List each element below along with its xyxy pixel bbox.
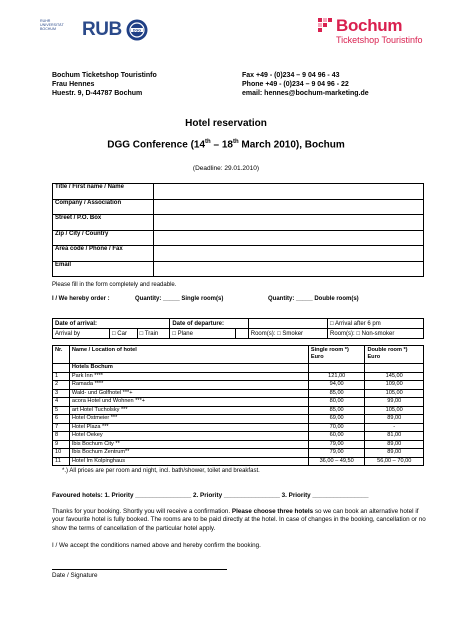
phone-line: Phone +49 - (0)234 – 9 04 96 - 22 xyxy=(242,81,349,88)
double-price: 89,00 xyxy=(365,449,424,458)
rub-line-3: BOCHUM xyxy=(40,27,56,31)
fill-in-note: Please fill in the form completely and readable. xyxy=(52,282,177,288)
logo-square-icon xyxy=(318,23,322,27)
dgg-logo-icon xyxy=(126,19,148,41)
hotel-nr: 7 xyxy=(53,423,70,432)
col-header-double: Double room *) Euro xyxy=(365,346,424,364)
col-header-single: Single room *) Euro xyxy=(308,346,365,364)
single-price: 36,00 – 49,50 xyxy=(308,457,365,466)
field-label: Zip / City / Country xyxy=(53,230,154,246)
double-price: - xyxy=(365,423,424,432)
spacer-cell xyxy=(248,319,327,329)
empty-cell xyxy=(365,364,424,373)
section-label: Hotels Bochum xyxy=(69,364,308,373)
page-title: Hotel reservation xyxy=(185,118,267,129)
fax-line: Fax +49 - (0)234 – 9 04 96 - 43 xyxy=(242,72,340,79)
arrival-table xyxy=(52,318,424,339)
hotel-nr: 9 xyxy=(53,440,70,449)
thanks-text: so we can book an alternative hotel if your favourite hotel is fully booked. The rooms are to be paid directly at the hotel. In case of changes in the booking, cancellation or no show the terms of cancellation of the particular hotel apply. xyxy=(52,508,426,532)
double-price: 105,00 xyxy=(365,406,424,415)
accept-conditions: I / We accept the conditions named above and hereby confirm the booking. xyxy=(52,542,261,549)
single-room-quantity[interactable]: Quantity: _____ Single room(s) xyxy=(135,296,224,302)
hotel-name: Hotel Plaza *** xyxy=(69,423,308,432)
table-row xyxy=(53,432,424,441)
title-sup: th xyxy=(205,139,211,145)
field-label: Street / P.O. Box xyxy=(53,215,154,231)
hotel-name: Wald- und Golfhotel ***+ xyxy=(69,389,308,398)
single-price: 69,00 xyxy=(308,415,365,424)
contact-details xyxy=(242,71,369,98)
field-input[interactable] xyxy=(154,261,424,277)
title-part: – 18 xyxy=(210,139,233,151)
table-row xyxy=(53,406,424,415)
hotel-nr: 4 xyxy=(53,398,70,407)
rub-line-2: UNIVERSITÄT xyxy=(40,23,64,27)
empty-cell xyxy=(235,329,248,339)
thanks-paragraph xyxy=(52,508,427,533)
hotel-nr: 3 xyxy=(53,389,70,398)
single-price: 80,00 xyxy=(308,398,365,407)
car-checkbox[interactable]: □ Car xyxy=(110,329,138,339)
double-room-quantity[interactable]: Quantity: _____ Double room(s) xyxy=(268,296,359,302)
single-price: 94,00 xyxy=(308,381,365,390)
empty-cell xyxy=(308,364,365,373)
double-price: 89,00 xyxy=(365,415,424,424)
logo-square-icon xyxy=(318,18,322,22)
hotel-name: Ibis Bochum Zentrum** xyxy=(69,449,308,458)
double-price: 145,00 xyxy=(365,372,424,381)
arrival-by-label: Arrival by xyxy=(53,329,110,339)
thanks-text: Thanks for your booking. Shortly you will receive a confirmation. xyxy=(52,508,232,515)
hotel-name: Hotel Oekey xyxy=(69,432,308,441)
plane-checkbox[interactable]: □ Plane xyxy=(170,329,236,339)
signature-line[interactable] xyxy=(52,569,227,570)
table-row xyxy=(53,449,424,458)
field-input[interactable] xyxy=(154,199,424,215)
single-price: 70,00 xyxy=(308,423,365,432)
logo-square-icon xyxy=(323,18,327,22)
hotel-name: Hotel Im Kolpinghaus xyxy=(69,457,308,466)
non-smoker-checkbox[interactable]: Room(s): □ Non-smoker xyxy=(328,329,424,339)
field-label: Company / Association xyxy=(53,199,154,215)
arrival-after-checkbox[interactable]: □ Arrival after 6 pm xyxy=(328,319,424,329)
conference-title xyxy=(0,139,452,150)
thanks-bold: Please choose three hotels xyxy=(231,508,314,515)
bochum-name: Bochum xyxy=(336,16,403,35)
hotel-nr: 2 xyxy=(53,381,70,390)
col-header-nr: Nr. xyxy=(53,346,70,364)
hotel-nr: 8 xyxy=(53,432,70,441)
order-label: I / We hereby order : xyxy=(52,296,110,302)
field-input[interactable] xyxy=(154,246,424,262)
date-of-departure[interactable]: Date of departure: xyxy=(170,319,248,329)
double-price: 81,00 xyxy=(365,432,424,441)
table-row xyxy=(53,398,424,407)
rub-logo: RUB xyxy=(82,19,122,40)
bochum-subtitle: Ticketshop Touristinfo xyxy=(336,35,423,45)
field-label: Area code / Phone / Fax xyxy=(53,246,154,262)
double-price: 109,00 xyxy=(365,381,424,390)
address-line: Bochum Ticketshop Touristinfo xyxy=(52,72,157,79)
price-footnote: *.) All prices are per room and night, incl. bath/shower, toilet and breakfast. xyxy=(62,468,260,474)
single-price: 85,00 xyxy=(308,389,365,398)
hotel-name: Ibis Bochum City ** xyxy=(69,440,308,449)
single-price: 60,00 xyxy=(308,432,365,441)
empty-cell xyxy=(53,364,70,373)
hotel-name: Hotel Ostmeier *** xyxy=(69,415,308,424)
col-header-name: Name / Location of hotel xyxy=(69,346,308,364)
date-of-arrival[interactable]: Date of arrival: xyxy=(53,319,170,329)
sender-address xyxy=(52,71,157,98)
hotel-name: art Hotel Tucholsky *** xyxy=(69,406,308,415)
table-row xyxy=(53,440,424,449)
table-row xyxy=(53,389,424,398)
hotel-rows xyxy=(53,372,424,466)
single-price: 79,00 xyxy=(308,440,365,449)
hotel-name: Ramada **** xyxy=(69,381,308,390)
hotel-name: Park Inn **** xyxy=(69,372,308,381)
hotel-nr: 6 xyxy=(53,415,70,424)
hotel-name: acora Hotel und Wohnen ***+ xyxy=(69,398,308,407)
single-price: 121,00 xyxy=(308,372,365,381)
field-input[interactable] xyxy=(154,184,424,200)
field-label: Title / First name / Name xyxy=(53,184,154,200)
rub-line-1: RUHR xyxy=(40,19,51,23)
table-row xyxy=(53,381,424,390)
logo-square-icon xyxy=(318,28,322,32)
hotels-table xyxy=(52,345,424,466)
double-price: 56,00 – 70,00 xyxy=(365,457,424,466)
address-line: Huestr. 9, D-44787 Bochum xyxy=(52,90,143,97)
hotel-nr: 10 xyxy=(53,449,70,458)
signature-label: Date / Signature xyxy=(52,572,98,579)
table-row xyxy=(53,415,424,424)
table-row xyxy=(53,372,424,381)
hotel-nr: 5 xyxy=(53,406,70,415)
hotel-nr: 1 xyxy=(53,372,70,381)
double-price: 89,00 xyxy=(365,440,424,449)
title-part: March 2010), Bochum xyxy=(238,139,345,151)
logo-square-icon xyxy=(323,23,327,27)
svg-text:DGG: DGG xyxy=(132,28,142,33)
favoured-hotels[interactable]: Favoured hotels: 1. Priority ________________ 2. Priority ________________ 3. Priority ________________ xyxy=(52,492,369,499)
deadline: (Deadline: 29.01.2010) xyxy=(192,165,260,172)
field-input[interactable] xyxy=(154,215,424,231)
double-price: 105,00 xyxy=(365,389,424,398)
train-checkbox[interactable]: □ Train xyxy=(137,329,170,339)
field-label: Email xyxy=(53,261,154,277)
table-row xyxy=(53,457,424,466)
smoker-checkbox[interactable]: Room(s): □ Smoker xyxy=(248,329,327,339)
contact-form-table xyxy=(52,183,424,277)
logo-square-icon xyxy=(328,18,332,22)
hotel-nr: 11 xyxy=(53,457,70,466)
rub-small-text xyxy=(40,19,80,31)
title-sup: th xyxy=(232,139,239,145)
title-part: DGG Conference (14 xyxy=(107,139,206,151)
single-price: 85,00 xyxy=(308,406,365,415)
field-input[interactable] xyxy=(154,230,424,246)
email-line: email: hennes@bochum-marketing.de xyxy=(242,90,369,97)
single-price: 79,00 xyxy=(308,449,365,458)
table-row xyxy=(53,423,424,432)
address-line: Frau Hennes xyxy=(52,81,95,88)
double-price: 99,00 xyxy=(365,398,424,407)
